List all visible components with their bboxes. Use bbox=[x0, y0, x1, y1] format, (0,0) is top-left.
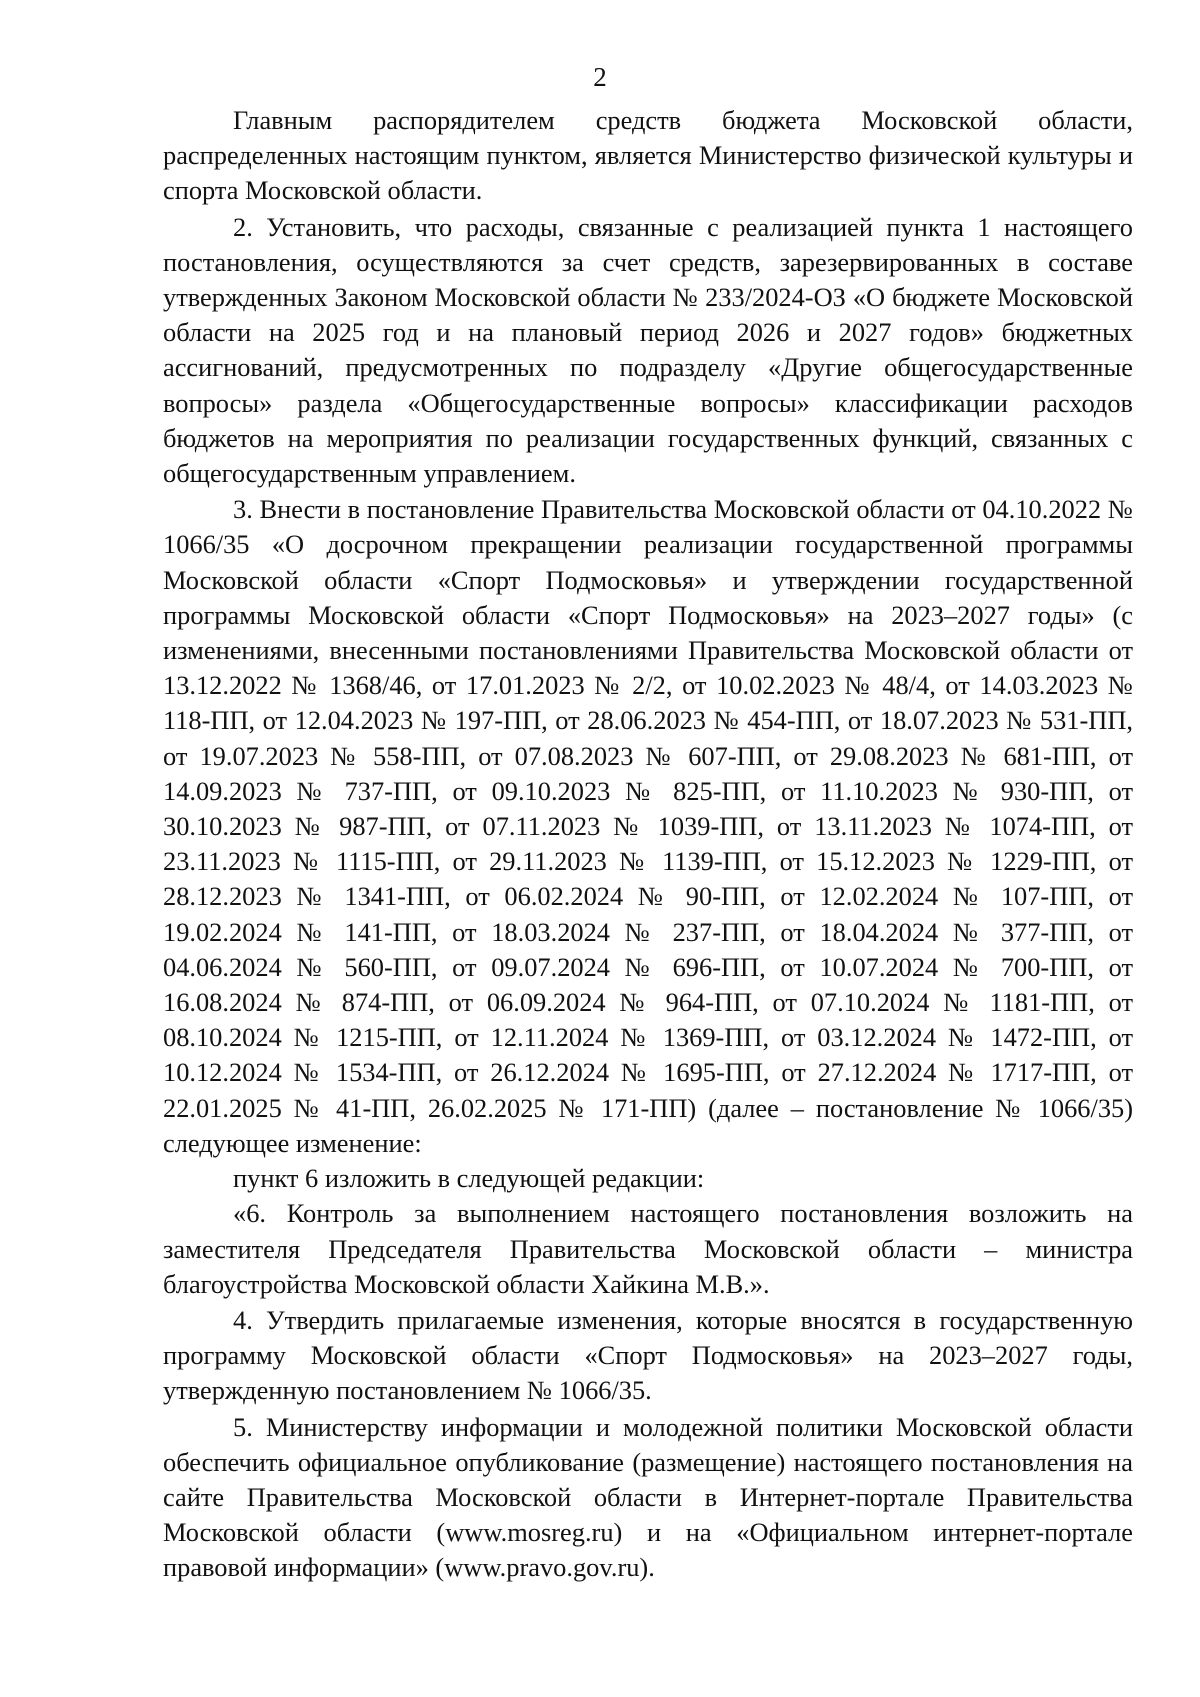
paragraph-item-3-amendments: 3. Внести в постановление Правительства Московской области от 04.10.2022 № 1066/35 «О досрочном прекращении реализации государственной программы Московской области «Спорт Подмосковья» и утверждении государственной программы Московской области «Спорт Подмосковья» на 2023–2027 годы» (с изменениями, внесенными постановлениями Правительства Московской области от 13.12.2022 № 1368/46, от 17.01.2023 № 2/2, от 10.02.2023 № 48/4, от 14.03.2023 № 118-ПП, от 12.04.2023 № 197-ПП, от 28.06.2023 № 454-ПП, от 18.07.2023 № 531-ПП, от 19.07.2023 № 558-ПП, от 07.08.2023 № 607-ПП, от 29.08.2023 № 681-ПП, от 14.09.2023 № 737-ПП, от 09.10.2023 № 825-ПП, от 11.10.2023 № 930-ПП, от 30.10.2023 № 987-ПП, от 07.11.2023 № 1039-ПП, от 13.11.2023 № 1074-ПП, от 23.11.2023 № 1115-ПП, от 29.11.2023 № 1139-ПП, от 15.12.2023 № 1229-ПП, от 28.12.2023 № 1341-ПП, от 06.02.2024 № 90-ПП, от 12.02.2024 № 107-ПП, от 19.02.2024 № 141-ПП, от 18.03.2024 № 237-ПП, от 18.04.2024 № 377-ПП, от 04.06.2024 № 560-ПП, от 09.07.2024 № 696-ПП, от 10.07.2024 № 700-ПП, от 16.08.2024 № 874-ПП, от 06.09.2024 № 964-ПП, от 07.10.2024 № 1181-ПП, от 08.10.2024 № 1215-ПП, от 12.11.2024 № 1369-ПП, от 03.12.2024 № 1472-ПП, от 10.12.2024 № 1534-ПП, от 26.12.2024 № 1695-ПП, от 27.12.2024 № 1717-ПП, от 22.01.2025 № 41-ПП, 26.02.2025 № 171-ПП) (далее – постановление № 1066/35) следующее изменение: bbox=[163, 494, 1133, 1158]
paragraph-item-6-intro: пункт 6 изложить в следующей редакции: bbox=[233, 1163, 705, 1194]
paragraph-chief-administrator: Главным распорядителем средств бюджета Московской области, распределенных настоящим пунктом, является Министерство физической культуры и спорта Московской области. bbox=[163, 105, 1133, 206]
page-number: 2 bbox=[593, 62, 607, 92]
paragraph-item-6-text: «6. Контроль за выполнением настоящего постановления возложить на заместителя Председателя Правительства Московской области – министра благоустройства Московской области Хайкина М.В.». bbox=[163, 1198, 1133, 1299]
document-body bbox=[163, 103, 1133, 1586]
paragraph-item-5-publication: 5. Министерству информации и молодежной политики Московской области обеспечить официальное опубликование (размещение) настоящего постановления на сайте Правительства Московской области в Интернет-портале Правительства Московской области (www.mosreg.ru) и на «Официальном интернет-портале правовой информации» (www.pravo.gov.ru). bbox=[163, 1411, 1133, 1583]
paragraph-item-4-approve: 4. Утвердить прилагаемые изменения, которые вносятся в государственную программу Московской области «Спорт Подмосковья» на 2023–2027 годы, утвержденную постановлением № 1066/35. bbox=[163, 1304, 1133, 1406]
paragraph-item-2-expenses: 2. Установить, что расходы, связанные с реализацией пункта 1 настоящего постановления, осуществляются за счет средств, зарезервированных в составе утвержденных Законом Московской области № 233/2024-ОЗ «О бюджете Московской области на 2025 год и на плановый период 2026 и 2027 годов» бюджетных ассигнований, предусмотренных по подразделу «Другие общегосударственные вопросы» раздела «Общегосударственные вопросы» классификации расходов бюджетов на мероприятия по реализации государственных функций, связанных с общегосударственным управлением. bbox=[163, 211, 1133, 489]
